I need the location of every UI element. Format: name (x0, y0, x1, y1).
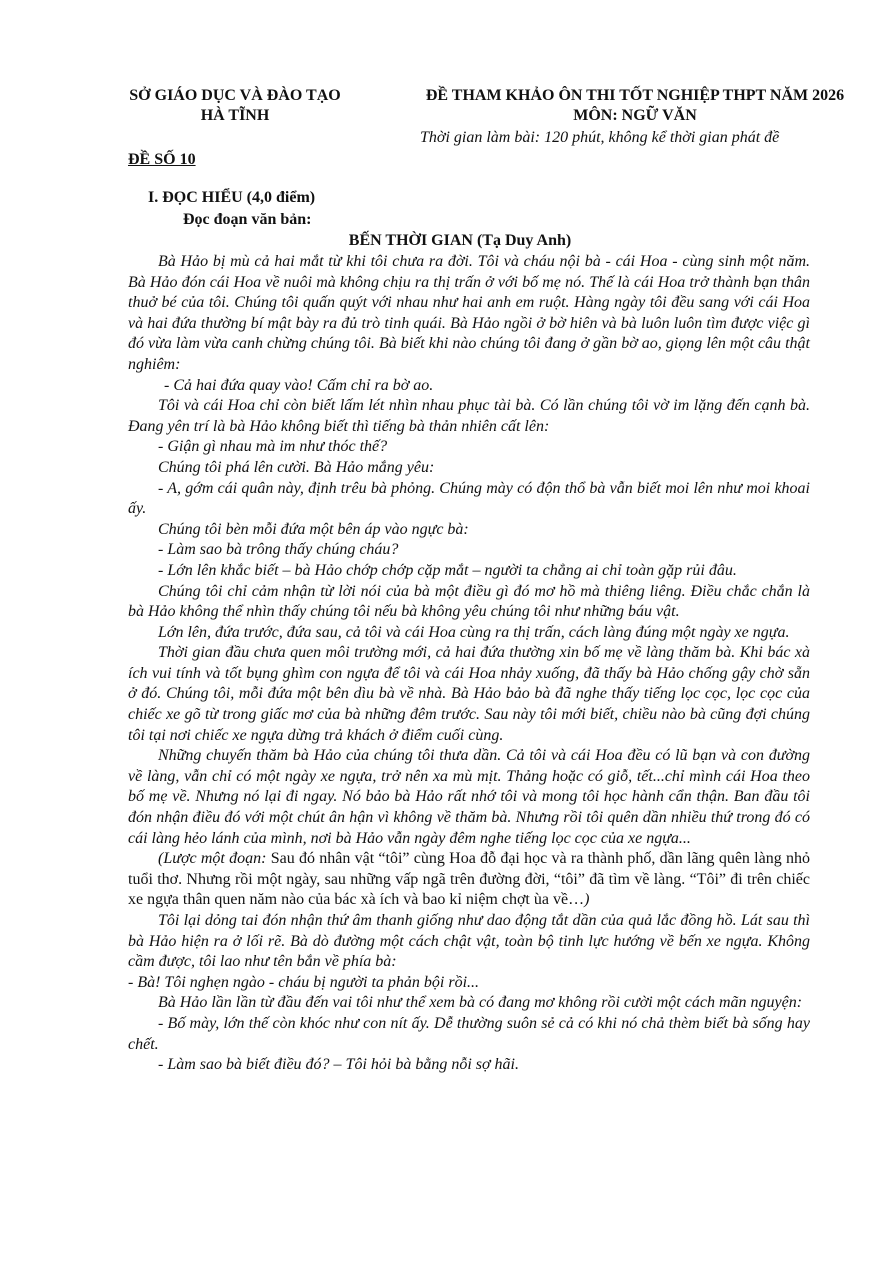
paragraph: - Lớn lên khắc biết – bà Hảo chớp chớp cặp mắt – người ta chẳng ai chỉ toàn gặp rủi đâu. (158, 561, 737, 579)
exam-number: ĐỀ SỐ 10 (128, 151, 196, 168)
paragraph: Thời gian đầu chưa quen môi trường mới, cả hai đứa thường xin bố mẹ về làng thăm bà. Khi bác xà ích vui tính và tốt bụng ghìm con ngựa để tôi và cái Hoa nhảy xuống, đã thấy bà Hảo chống gậy chờ sẵn ở đó. Chúng tôi, mỗi đứa một bên dìu bà về nhà. Bà Hảo bảo bà đã nghe thấy tiếng lọc cọc, lọc cọc của chiếc xe gõ từ trong giấc mơ của bà những đêm trước. Sau này tôi mới biết, chiều nào bà cũng đợi chúng tôi tại nơi chiếc xe ngựa dừng trả khách ở điểm cuối cùng. (128, 644, 810, 744)
paragraph: Tôi lại dỏng tai đón nhận thứ âm thanh giống như dao động tắt dần của quả lắc đồng hồ. Lát sau thì bà Hảo hiện ra ở lối rẽ. Bà dò đường một cách chật vật, toàn bộ tinh lực hướng về bến xe ngựa. Không cầm được, tôi lao như tên bắn về phía bà: (128, 912, 810, 971)
paragraph: - Cả hai đứa quay vào! Cấm chỉ ra bờ ao. (164, 376, 434, 394)
paragraph: - Giận gì nhau mà im như thóc thế? (158, 438, 388, 456)
paragraph: Chúng tôi bèn mỗi đứa một bên áp vào ngực bà: (158, 520, 469, 538)
paragraph: Những chuyến thăm bà Hảo của chúng tôi thưa dần. Cả tôi và cái Hoa đều có lũ bạn và con đường về làng, vẫn chỉ có một ngày xe ngựa, trở nên xa mù mịt. Thảng hoặc có giỗ, tết...chỉ mình cái Hoa theo bố mẹ về. Nhưng nó lại đi ngay. Nó bảo bà Hảo rất nhớ tôi và mong tôi học hành cẩn thận. Ban đầu tôi đón nhận điều đó với một chút ân hận vì không về thăm bà. Nhưng rồi tôi quên dần nhiều thứ trong đó có cái làng hẻo lánh của mình, nơi bà Hảo vẫn ngày đêm nghe tiếng lọc cọc của xe ngựa... (128, 747, 810, 847)
paragraph: Lớn lên, đứa trước, đứa sau, cả tôi và cái Hoa cùng ra thị trấn, cách làng đúng một ngày xe ngựa. (158, 623, 790, 641)
exam-header (390, 86, 880, 126)
paragraph: Tôi và cái Hoa chỉ còn biết lấm lét nhìn nhau phục tài bà. Có lần chúng tôi vờ im lặng đến cạnh bà. Đang yên trí là bà Hảo không biết thì tiếng bà thản nhiên cất lên: (128, 397, 810, 435)
note-label: (Lược một đoạn: (158, 850, 267, 868)
note-text: Sau đó nhân vật “tôi” cùng Hoa đỗ đại học và ra thành phố, dần lãng quên làng nhỏ tuổi thơ. Nhưng rồi một ngày, sau những vấp ngã trên đường đời, “tôi” đã tìm về làng. “Tôi” đi trên chiếc xe ngựa thân quen năm nào của bác xà ích và bao kỉ niệm chợt ùa về… (128, 850, 810, 909)
note-close: ) (584, 891, 590, 909)
paragraph: Chúng tôi phá lên cười. Bà Hảo mắng yêu: (158, 458, 435, 476)
paragraph: - Làm sao bà trông thấy chúng cháu? (158, 541, 399, 559)
paragraph: Bà Hảo bị mù cả hai mắt từ khi tôi chưa ra đời. Tôi và cháu nội bà - cái Hoa - cùng sinh một năm. Bà Hảo đón cái Hoa về nuôi mà không chịu ra thị trấn ở với bố mẹ nó. Thế là cái Hoa trở thành bạn thân thuở bé của tôi. Chúng tôi quấn quýt với nhau như hai anh em ruột. Hàng ngày tôi đều sang với cái Hoa và hai đứa thường bí mật bày ra đủ trò tinh quái. Bà Hảo ngồi ở bờ hiên và bà luôn luôn tìm được việc gì đó vừa làm vừa canh chừng chúng tôi. Bà biết khi nào chúng tôi đang ở gần bờ ao, giọng lên một câu thật nghiêm: (128, 253, 810, 373)
exam-title: ĐỀ THAM KHẢO ÔN THI TỐT NGHIỆP THPT NĂM 2026 (425, 87, 845, 104)
department-name: SỞ GIÁO DỤC VÀ ĐÀO TẠO (129, 87, 341, 104)
paragraph: - Bà! Tôi nghẹn ngào - cháu bị người ta phản bội rồi... (128, 973, 480, 991)
paragraph: Chúng tôi chỉ cảm nhận từ lời nói của bà một điều gì đó mơ hồ mà thiêng liêng. Điều chắc chắn là bà Hảo không thể nhìn thấy chúng tôi nếu bà không yêu chúng tôi như những báu vật. (128, 582, 810, 621)
province-name: HÀ TĨNH (200, 107, 270, 124)
paragraph: - Bố mày, lớn thế còn khóc như con nít ấy. Dễ thường suôn sẻ cả có khi nó chả thèm biết bà sống hay chết. (128, 1014, 810, 1053)
department-header (110, 86, 360, 126)
passage-title: BẾN THỜI GIAN (Tạ Duy Anh) (348, 232, 572, 249)
summary-note (128, 849, 810, 911)
section-heading: I. ĐỌC HIỂU (4,0 điểm) (148, 189, 316, 206)
subject-title: MÔN: NGỮ VĂN (573, 107, 697, 124)
paragraph: - A, gớm cái quân này, định trêu bà phỏng. Chúng mày có độn thổ bà vẫn biết moi lên như moi khoai ấy. (128, 479, 810, 518)
read-instruction: Đọc đoạn văn bản: (183, 211, 312, 228)
passage-body (128, 252, 810, 1076)
paragraph: - Làm sao bà biết điều đó? – Tôi hỏi bà bằng nỗi sợ hãi. (158, 1056, 519, 1074)
paragraph: Bà Hảo lần lần từ đầu đến vai tôi như thể xem bà có đang mơ không rồi cười một cách mãn nguyện: (158, 994, 803, 1012)
time-note: Thời gian làm bài: 120 phút, không kể thời gian phát đề (420, 129, 780, 146)
